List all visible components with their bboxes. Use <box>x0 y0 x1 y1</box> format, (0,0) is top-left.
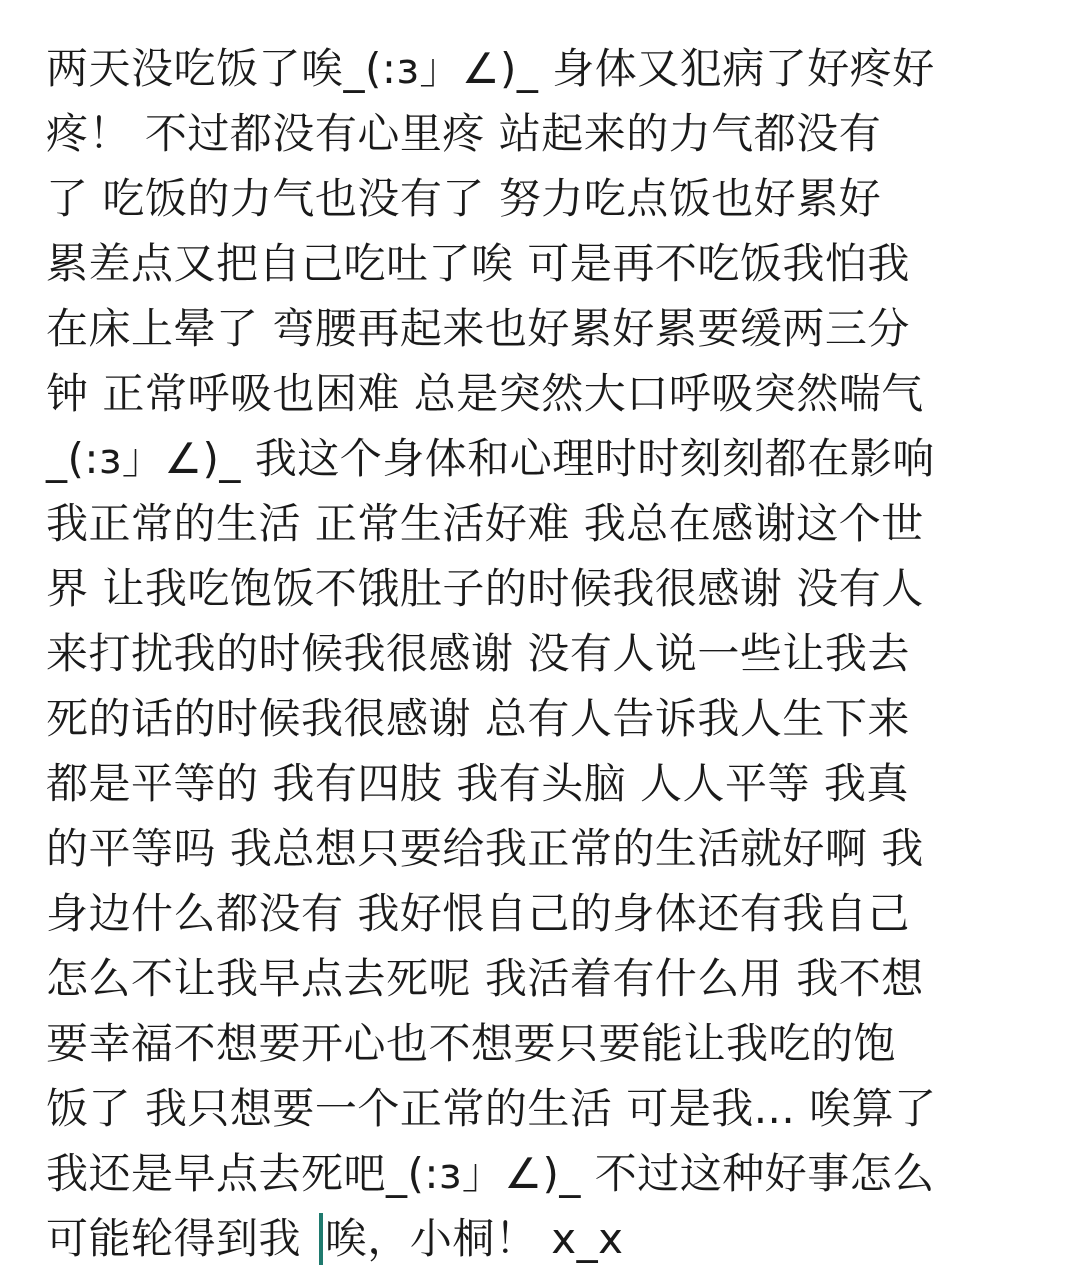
note-line-10: 来打扰我的时候我很感谢 没有人说一些让我去 <box>46 629 910 678</box>
note-line-11: 死的话的时候我很感谢 总有人告诉我人生下来 <box>46 694 910 743</box>
note-line-12: 都是平等的 我有四肢 我有头脑 人人平等 我真 <box>46 759 909 808</box>
note-line-13: 的平等吗 我总想只要给我正常的生活就好啊 我 <box>46 824 924 873</box>
note-text-body[interactable] <box>46 36 1036 1271</box>
note-line-19-end: 唉，小桐！ x_x <box>324 1214 624 1263</box>
note-line-5: 在床上晕了 弯腰再起来也好累好累要缓两三分 <box>46 304 910 353</box>
note-line-8: 我正常的生活 正常生活好难 我总在感谢这个世 <box>46 499 924 548</box>
note-line-17: 饭了 我只想要一个正常的生活 可是我... 唉算了 <box>46 1084 937 1133</box>
note-line-3: 了 吃饭的力气也没有了 努力吃点饭也好累好 <box>46 174 882 223</box>
note-line-15: 怎么不让我早点去死呢 我活着有什么用 我不想 <box>46 954 924 1003</box>
text-cursor[interactable] <box>319 1213 323 1265</box>
note-line-2: 疼！ 不过都没有心里疼 站起来的力气都没有 <box>46 109 882 158</box>
note-line-4: 累差点又把自己吃吐了唉 可是再不吃饭我怕我 <box>46 239 910 288</box>
note-line-19 <box>46 1206 1036 1271</box>
note-line-19-start: 可能轮得到我 <box>46 1214 315 1263</box>
note-line-7: _(:з」∠)_ 我这个身体和心理时时刻刻都在影响 <box>46 434 935 483</box>
note-line-6: 钟 正常呼吸也困难 总是突然大口呼吸突然喘气 <box>46 369 924 418</box>
note-line-14: 身边什么都没有 我好恨自己的身体还有我自己 <box>46 889 910 938</box>
note-line-16: 要幸福不想要开心也不想要只要能让我吃的饱 <box>46 1019 897 1068</box>
note-line-9: 界 让我吃饱饭不饿肚子的时候我很感谢 没有人 <box>46 564 924 613</box>
note-line-1: 两天没吃饭了唉_(:з」∠)_ 身体又犯病了好疼好 <box>46 44 935 93</box>
note-line-18: 我还是早点去死吧_(:з」∠)_ 不过这种好事怎么 <box>46 1149 935 1198</box>
